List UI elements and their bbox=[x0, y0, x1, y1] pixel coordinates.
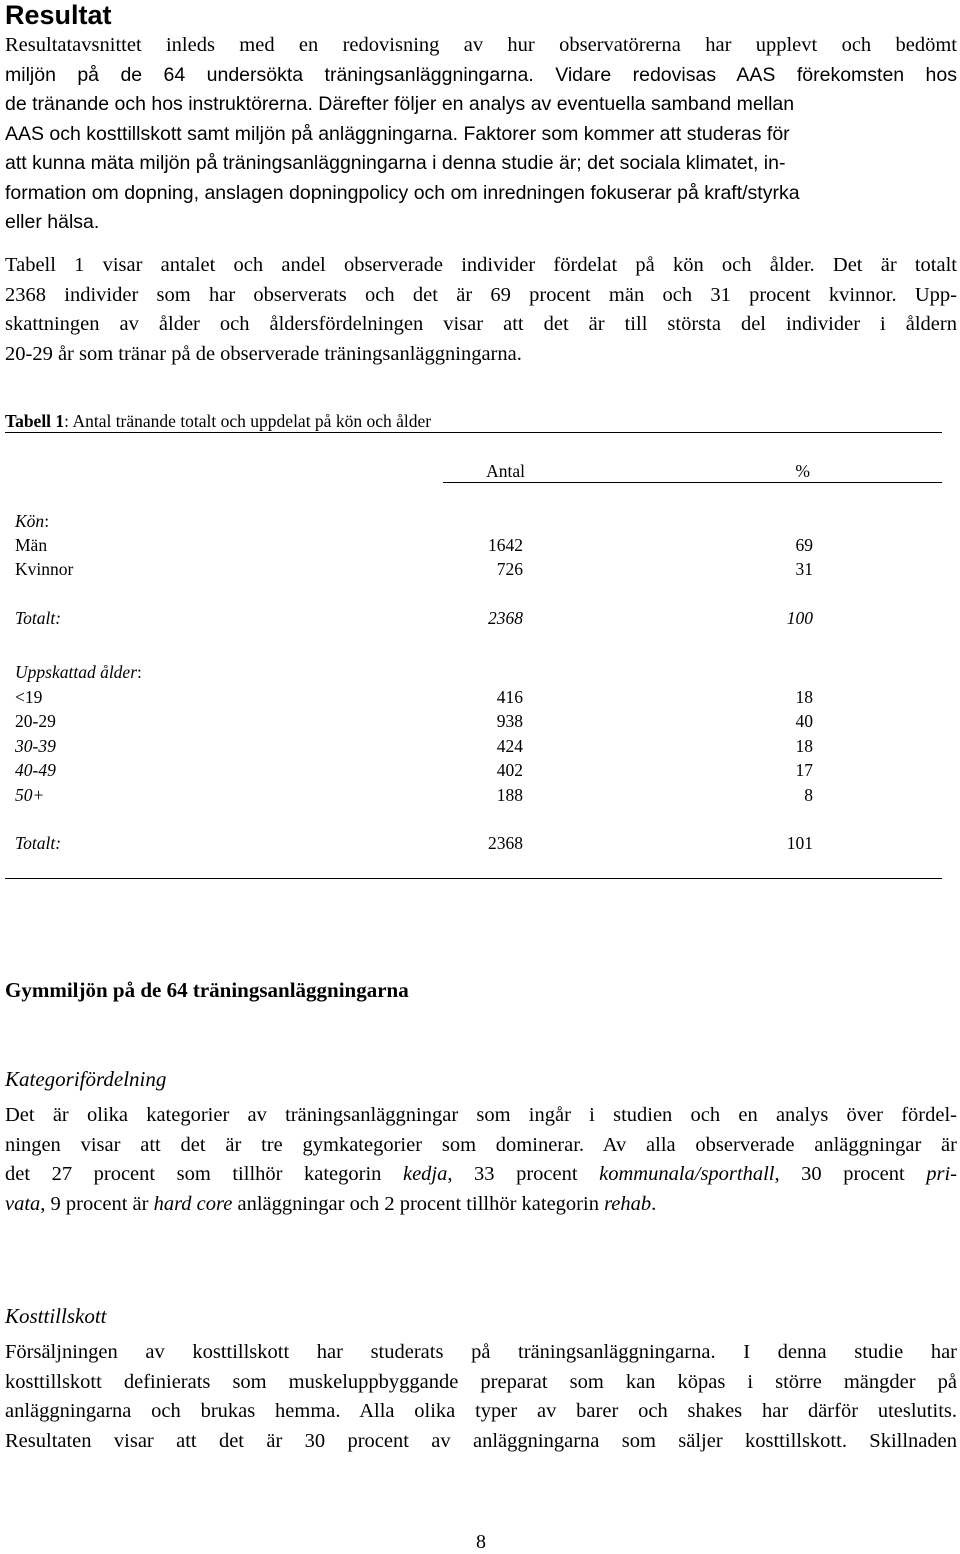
row-percent: 31 bbox=[795, 559, 813, 579]
kategori-paragraph bbox=[5, 1101, 957, 1219]
row-percent: 40 bbox=[795, 711, 813, 731]
subheading-kategori: Kategorifördelning bbox=[5, 1067, 167, 1091]
row-percent: 69 bbox=[795, 535, 813, 555]
table-bottom-rule bbox=[5, 878, 942, 879]
section-heading: Resultat bbox=[5, 0, 112, 30]
text-line: vata, 9 procent är hard core anläggningar och 2 procent tillhör kategorin rehab. bbox=[5, 1192, 657, 1215]
row-antal: 402 bbox=[496, 760, 523, 780]
row-label: 50+ bbox=[15, 785, 45, 805]
row-antal: 726 bbox=[496, 559, 523, 579]
row-percent: 17 bbox=[795, 760, 813, 780]
text-line: AAS och kosttillskott samt miljön på anläggningarna. Faktorer som kommer att studeras för bbox=[5, 122, 790, 145]
row-antal: 416 bbox=[496, 687, 523, 707]
page-number: 8 bbox=[476, 1531, 486, 1553]
text-line: de tränande och hos instruktörerna. Därefter följer en analys av eventuella samband mellan bbox=[5, 93, 795, 115]
table-caption bbox=[5, 410, 431, 432]
table-intro-paragraph bbox=[5, 251, 957, 369]
column-header-antal: Antal bbox=[486, 461, 525, 481]
row-antal: 1642 bbox=[488, 535, 523, 555]
text-line: kosttillskott definierats som muskeluppbyggande preparat som kan köpas i större mängder på bbox=[5, 1370, 957, 1393]
row-label: Män bbox=[15, 535, 48, 555]
row-percent: 18 bbox=[795, 736, 813, 756]
table-caption-text: : Antal tränande totalt och uppdelat på kön och ålder bbox=[64, 411, 432, 431]
table-top-rule bbox=[5, 432, 942, 433]
text-line: anläggningarna och brukas hemma. Alla olika typer av barer och shakes har därför uteslutits. bbox=[5, 1400, 957, 1422]
text-line: Tabell 1 visar antalet och andel observerade individer fördelat på kön och ålder. Det är totalt bbox=[5, 254, 957, 276]
text-line: Det är olika kategorier av träningsanläggningar som ingår i studien och en analys över fördel- bbox=[5, 1104, 957, 1126]
text-line: 2368 individer som har observerats och det är 69 procent män och 31 procent kvinnor. Upp- bbox=[5, 283, 957, 306]
section-label-kon: Kön: bbox=[15, 511, 50, 531]
row-label: 30-39 bbox=[15, 736, 56, 756]
text-line: att kunna mäta miljön på träningsanläggningarna i denna studie är; det sociala klimatet, in- bbox=[5, 152, 786, 174]
row-antal: 938 bbox=[496, 711, 523, 731]
text-line: Resultatavsnittet inleds med en redovisning av hur observatörerna har upplevt och bedömt bbox=[5, 34, 957, 56]
row-label: 20-29 bbox=[15, 711, 56, 731]
total-percent: 100 bbox=[786, 608, 813, 628]
total-antal: 2368 bbox=[488, 608, 523, 628]
intro-paragraph bbox=[5, 31, 957, 238]
total-antal: 2368 bbox=[488, 833, 523, 853]
text-line: miljön på de 64 undersökta träningsanläggningarna. Vidare redovisas AAS förekomsten hos bbox=[5, 63, 957, 86]
row-antal: 424 bbox=[496, 736, 523, 756]
text-line: 20-29 år som tränar på de observerade träningsanläggningarna. bbox=[5, 342, 522, 365]
row-percent: 8 bbox=[804, 785, 813, 805]
table-header-rule bbox=[443, 482, 942, 483]
text-line: Försäljningen av kosttillskott har studerats på träningsanläggningarna. I denna studie har bbox=[5, 1341, 957, 1363]
column-header-percent: % bbox=[795, 461, 810, 481]
total-label: Totalt: bbox=[15, 608, 62, 628]
total-percent: 101 bbox=[786, 833, 813, 853]
row-label: <19 bbox=[15, 687, 43, 707]
kosttillskott-paragraph bbox=[5, 1338, 957, 1456]
total-label: Totalt: bbox=[15, 833, 62, 853]
subheading-kosttillskott: Kosttillskott bbox=[5, 1304, 107, 1328]
text-line: formation om dopning, anslagen dopningpolicy och om inredningen fokuserar på kraft/styrka bbox=[5, 181, 800, 204]
text-line: Resultaten visar att det är 30 procent av anläggningarna som säljer kosttillskott. Skillnaden bbox=[5, 1429, 957, 1452]
row-label: Kvinnor bbox=[15, 559, 74, 579]
row-label: 40-49 bbox=[15, 760, 56, 780]
text-line: det 27 procent som tillhör kategorin kedja, 33 procent kommunala/sporthall, 30 procent pri- bbox=[5, 1163, 957, 1185]
text-line: eller hälsa. bbox=[5, 211, 100, 233]
text-line: skattningen av ålder och åldersfördelningen visar att det är till största del individer i åldern bbox=[5, 313, 957, 335]
table-caption-label: Tabell 1 bbox=[5, 411, 65, 431]
row-percent: 18 bbox=[795, 687, 813, 707]
section2-heading: Gymmiljön på de 64 träningsanläggningarna bbox=[5, 978, 409, 1002]
text-line: ningen visar att det är tre gymkategorier som dominerar. Av alla observerade anläggningar är bbox=[5, 1133, 957, 1156]
row-antal: 188 bbox=[496, 785, 523, 805]
section-label-alder: Uppskattad ålder: bbox=[15, 662, 142, 682]
